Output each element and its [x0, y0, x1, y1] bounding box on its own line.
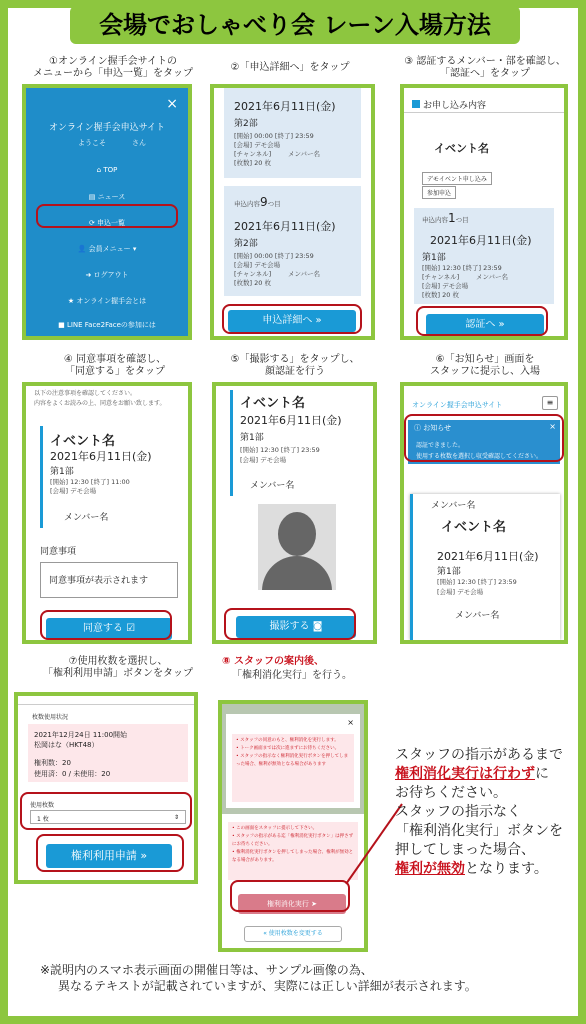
member-name: メンバー名	[455, 611, 500, 621]
event-member: メンバー名	[288, 270, 321, 278]
count-select[interactable]: 1 枚 ⇕	[30, 810, 186, 824]
event-part: 第1部	[240, 433, 264, 443]
event-venue: [会場] デモ会場	[234, 141, 281, 149]
apply-number: 申込内容1つ目	[422, 211, 469, 225]
menu-item-member[interactable]: 👤 会員メニュー ▾	[77, 245, 137, 253]
event-member: メンバー名	[250, 481, 295, 491]
notice-message1: 認証できました。	[416, 442, 465, 449]
send-icon: ➤	[311, 900, 318, 908]
note-line2: 権利消化実行は行わずに	[395, 766, 549, 782]
highlight-agree	[40, 610, 172, 640]
dialog-close-icon[interactable]: ×	[347, 718, 354, 727]
event-time: [開始] 00:00 [終了] 23:59	[234, 252, 314, 260]
screen5-photo	[212, 382, 377, 644]
event-date: 2021年6月11日(金)	[234, 100, 336, 113]
apply-rights-button[interactable]: 権利利用申請 »	[46, 844, 172, 868]
site-title: オンライン握手会申込サイト	[412, 401, 503, 409]
highlight-list	[36, 204, 178, 228]
menu-item-list[interactable]: ⟳ 申込一覧	[88, 219, 126, 227]
tag-demo: デモイベント申し込み	[422, 172, 492, 185]
event-part: 第1部	[422, 253, 446, 263]
warning-item: • トーク画面までは次に進まずにお待ちください。	[236, 746, 340, 751]
photo-button[interactable]: 撮影する ◙	[236, 616, 356, 638]
event-date: 2021年6月11日(金)	[430, 234, 532, 247]
warning-item: • スタッフの指示なく権利消化実行ボタンを押してしまった場合、権利が無効となる場合があります	[236, 754, 349, 767]
event-time: [開始] 12:30 [終了] 23:59	[437, 578, 517, 586]
highlight-count	[20, 792, 192, 830]
auth-button[interactable]: 認証へ »	[426, 314, 544, 336]
intro-line1: 以下の注意事項を確認してください。	[34, 390, 137, 397]
instruction-item: • スタッフの指示がある迄「権利消化実行ボタン」は押さずにお待ちください。	[232, 834, 354, 847]
event-time: [開始] 12:30 [終了] 11:00	[50, 478, 130, 486]
step2-caption: ②「申込詳細へ」をタップ	[230, 62, 350, 73]
menu-welcome: ようこそ	[78, 139, 106, 147]
step6-caption: ⑥「お知らせ」画面を スタッフに提示し、入場	[430, 354, 540, 377]
event-channel: [チャンネル]	[422, 273, 460, 281]
menu-item-about[interactable]: ★ オンライン握手会とは	[67, 297, 147, 305]
note-line6: 押してしまった場合、	[395, 842, 535, 858]
event-venue: [会場] デモ会場	[437, 588, 484, 596]
staff-note	[395, 746, 585, 879]
screen2-detail	[210, 84, 375, 340]
execute-button[interactable]: 権利消化実行 ➤	[238, 894, 346, 914]
instruction-item: • 権利消化実行ボタンを押してしまった場合、権利が無効となる場合があります。	[232, 850, 354, 863]
apply-header: お申し込み内容	[412, 98, 486, 111]
highlight-detail	[222, 304, 362, 334]
divider	[404, 112, 564, 113]
step1-caption: ①オンライン握手会サイトの メニューから「申込一覧」をタップ	[33, 56, 193, 79]
face-placeholder-icon	[258, 504, 336, 590]
warning-dialog	[226, 714, 360, 808]
apply-card	[414, 208, 554, 304]
menu-item-top[interactable]: ⌂ TOP	[96, 166, 118, 174]
event-title: イベント名	[434, 142, 489, 155]
tag-join: 参加申込	[422, 186, 456, 199]
close-icon[interactable]: ×	[166, 96, 178, 112]
note-line1: スタッフの指示があるまで	[395, 747, 563, 763]
note-line7: 権利が無効となります。	[395, 861, 548, 877]
menu-site-title: オンライン握手会申込サイト	[48, 123, 166, 133]
note-line5: 「権利消化実行」ボタンを	[395, 823, 563, 839]
event-date: 2021年6月11日(金)	[437, 550, 539, 563]
notice-message2: 使用する枚数を選択し収受確認してください。	[416, 453, 543, 460]
event-card-2	[224, 186, 361, 296]
camera-icon: ◙	[312, 621, 323, 632]
event-count: [枚数] 20 枚	[422, 291, 459, 299]
used-count: 使用済：0 / 未使用：20	[34, 770, 111, 778]
step3-caption: ③ 認証するメンバー・部を確認し、 「認証へ」をタップ	[404, 56, 566, 79]
event-title: イベント名	[50, 434, 116, 449]
highlight-photo	[224, 608, 356, 640]
event-count: [枚数] 20 枚	[234, 279, 271, 287]
event-date: 2021年6月11日(金)	[50, 450, 152, 463]
event-title: イベント名	[441, 520, 507, 535]
highlight-notice	[404, 414, 564, 462]
event-venue: [会場] デモ会場	[422, 282, 469, 290]
event-card-1	[224, 88, 361, 178]
highlight-apply	[36, 834, 184, 872]
step5-caption: ⑤「撮影する」をタップし、 顔認証を行う	[230, 354, 360, 377]
event-channel: [チャンネル]	[234, 150, 272, 158]
agree-button[interactable]: 同意する ☑	[46, 618, 172, 640]
event-member: メンバー名	[64, 513, 109, 523]
instruction-list	[228, 822, 358, 880]
event-part: 第1部	[50, 467, 74, 477]
intro-line2: 内容をよくお読みの上、同意をお願い致します。	[34, 400, 166, 407]
event-date: 2021年6月11日(金)	[240, 414, 342, 427]
apply-number: 申込内容9つ目	[234, 195, 281, 209]
hamburger-menu-icon[interactable]: ≡	[542, 396, 558, 410]
screen4-agree	[22, 382, 192, 644]
accent-bar	[40, 426, 43, 528]
instruction-item: • この画面をスタッフに提示して下さい。	[232, 826, 318, 831]
note-line4: スタッフの指示なく	[395, 804, 521, 820]
event-member: メンバー名	[476, 273, 509, 281]
event-channel: [チャンネル]	[234, 270, 272, 278]
change-count-button[interactable]: « 使用枚数を変更する	[244, 926, 342, 942]
member-name: 松岡はな（HKT48）	[34, 741, 99, 749]
divider	[18, 704, 194, 705]
usage-status-title: 枚数使用状況	[32, 714, 69, 721]
event-venue: [会場] デモ会場	[240, 456, 287, 464]
warning-item: • スタッフの同意のもと、権利消化を実行します。	[236, 738, 339, 743]
footer-line1: ※説明内のスマホ表示画面の開催日等は、サンプル画像の為、	[40, 963, 373, 977]
step7-caption: ⑦使用枚数を選択し、 「権利利用申請」ボタンをタップ	[43, 656, 193, 679]
step4-caption: ④ 同意事項を確認し、 「同意する」をタップ	[63, 354, 167, 377]
event-time: [開始] 12:30 [終了] 23:59	[240, 446, 320, 454]
event-title: イベント名	[240, 396, 306, 411]
highlight-auth	[416, 306, 548, 336]
event-part: 第2部	[234, 239, 258, 249]
notice-close-icon[interactable]: ×	[549, 422, 556, 431]
event-time: [開始] 00:00 [終了] 23:59	[234, 132, 314, 140]
event-time: [開始] 12:30 [終了] 23:59	[422, 264, 502, 272]
event-venue: [会場] デモ会場	[234, 261, 281, 269]
footer-line2: 異なるテキストが記載されていますが、実際には正しい詳細が表示されます。	[58, 979, 477, 993]
step8-caption-a: ⑧ スタッフの案内後、	[222, 656, 324, 667]
detail-button[interactable]: 申込詳細へ »	[228, 310, 356, 332]
menu-item-line[interactable]: ■ LINE Face2Faceの参加には	[58, 321, 156, 329]
menu-san: さん	[132, 139, 146, 147]
header-square-icon	[412, 100, 420, 108]
event-date: 2021年6月11日(金)	[234, 220, 336, 233]
highlight-execute	[230, 880, 350, 912]
menu-item-logout[interactable]: ➜ ログアウト	[85, 271, 129, 279]
usage-card	[28, 724, 188, 782]
event-member: メンバー名	[288, 150, 321, 158]
notice-title: ⓘ お知らせ	[414, 424, 452, 432]
event-part: 第1部	[437, 567, 461, 577]
count-label: 使用枚数	[30, 802, 55, 809]
warning-list	[232, 734, 354, 802]
footer-note	[40, 962, 580, 994]
event-part: 第2部	[234, 119, 258, 129]
event-count: [枚数] 20 枚	[234, 159, 271, 167]
event-date: 2021年12月24日 11:00開始	[34, 731, 128, 739]
screen3-auth	[400, 84, 568, 340]
select-arrow-icon: ⇕	[173, 814, 179, 821]
step8-caption-b: 「権利消化実行」を行う。	[232, 670, 352, 681]
member-name: メンバー名	[431, 501, 476, 511]
page-title: 会場でおしゃべり会 レーン入場方法	[70, 6, 520, 44]
rights-count: 権利数：20	[34, 759, 71, 767]
note-line3: お待ちください。	[395, 785, 507, 801]
agree-text-box: 同意事項が表示されます	[40, 562, 178, 598]
agree-title: 同意事項	[40, 547, 77, 557]
event-venue: [会場] デモ会場	[50, 487, 97, 495]
menu-item-news[interactable]: ▤ ニュース	[88, 193, 126, 201]
accent-bar	[230, 390, 233, 496]
ticket-card	[410, 494, 560, 640]
